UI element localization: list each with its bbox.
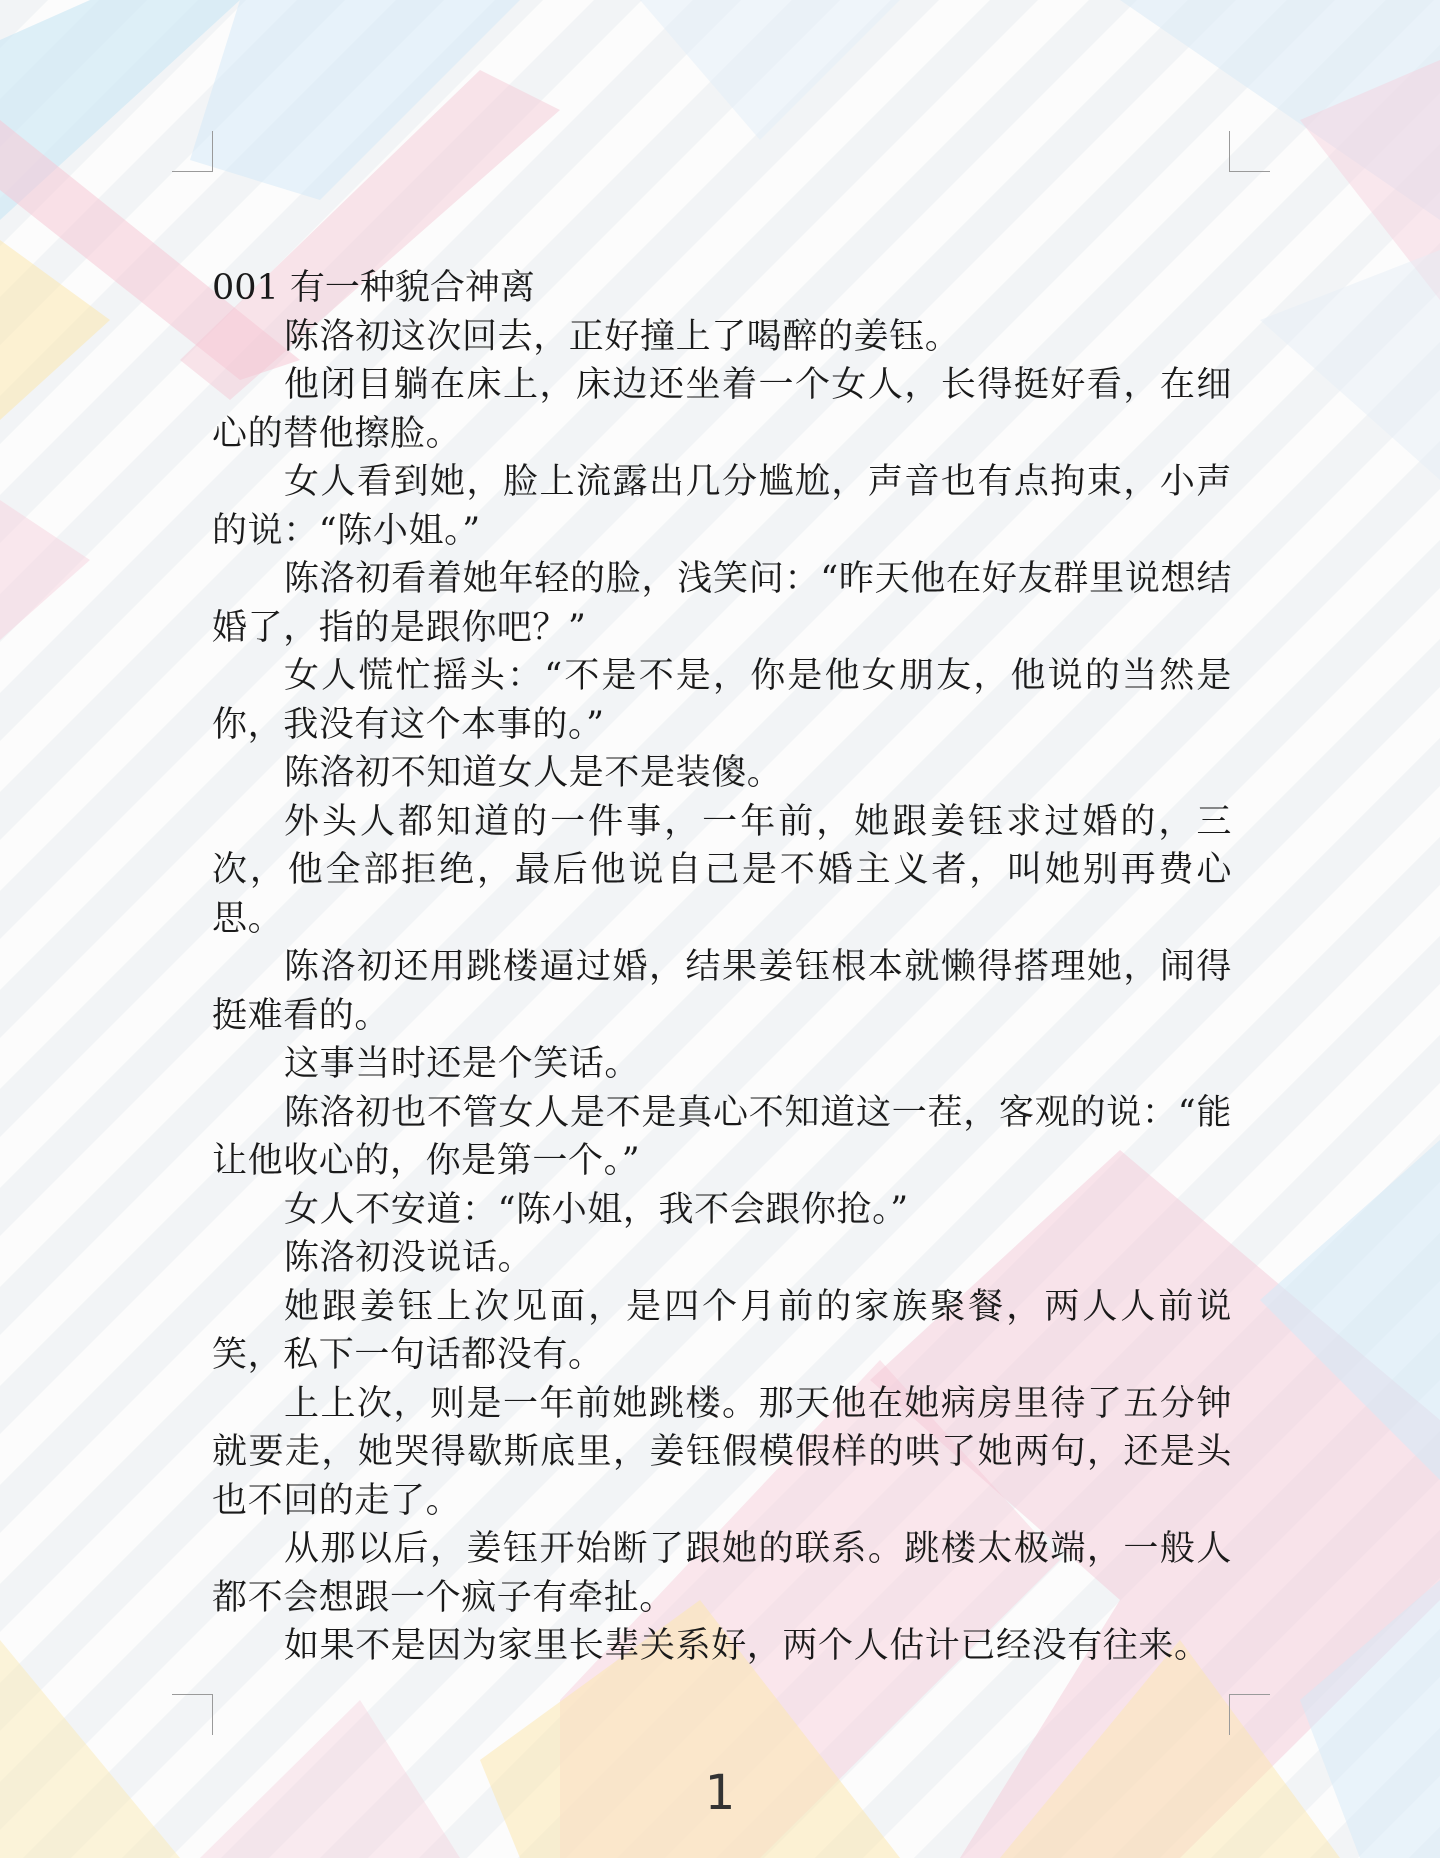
- crop-mark-top-left: [172, 131, 213, 172]
- crop-mark-bottom-right: [1229, 1694, 1270, 1735]
- crop-mark-bottom-left: [172, 1694, 213, 1735]
- paragraph: 女人慌忙摇头：“不是不是，你是他女朋友，他说的当然是你，我没有这个本事的。”: [212, 656, 1232, 745]
- crop-mark-top-right: [1229, 131, 1270, 172]
- paragraph: 女人看到她，脸上流露出几分尴尬，声音也有点拘束，小声的说：“陈小姐。”: [212, 462, 1232, 551]
- paragraph: 他闭目躺在床上，床边还坐着一个女人，长得挺好看，在细心的替他擦脸。: [212, 365, 1232, 454]
- paragraph: 如果不是因为家里长辈关系好，两个人估计已经没有往来。: [284, 1626, 1210, 1666]
- paragraph: 上上次，则是一年前她跳楼。那天他在她病房里待了五分钟就要走，她哭得歇斯底里，姜钰假模假样的哄了她两句，还是头也不回的走了。: [212, 1383, 1232, 1521]
- paragraph: 陈洛初还用跳楼逼过婚，结果姜钰根本就懒得搭理她，闹得挺难看的。: [212, 947, 1232, 1036]
- paragraph: 陈洛初也不管女人是不是真心不知道这一茬，客观的说：“能让他收心的，你是第一个。”: [212, 1092, 1232, 1181]
- paragraph: 陈洛初看着她年轻的脸，浅笑问：“昨天他在好友群里说想结婚了，指的是跟你吧？”: [212, 559, 1232, 648]
- chapter-title: 001 有一种貌合神离: [212, 268, 535, 308]
- paragraph: 陈洛初没说话。: [284, 1238, 534, 1278]
- paragraph: 从那以后，姜钰开始断了跟她的联系。跳楼太极端，一般人都不会想跟一个疯子有牵扯。: [212, 1529, 1232, 1618]
- paragraph: 这事当时还是个笑话。: [284, 1044, 641, 1084]
- paragraph: 女人不安道：“陈小姐，我不会跟你抢。”: [284, 1189, 909, 1230]
- page-number: 1: [704, 1765, 736, 1821]
- paragraph: 外头人都知道的一件事，一年前，她跟姜钰求过婚的，三次，他全部拒绝，最后他说自己是不婚主义者，叫她别再费心思。: [212, 801, 1232, 939]
- page-body: [212, 264, 1232, 1671]
- paragraph: 陈洛初不知道女人是不是装傻。: [284, 753, 783, 793]
- paragraph: 她跟姜钰上次见面，是四个月前的家族聚餐，两人人前说笑，私下一句话都没有。: [212, 1286, 1232, 1375]
- paragraph: 陈洛初这次回去，正好撞上了喝醉的姜钰。: [284, 316, 961, 357]
